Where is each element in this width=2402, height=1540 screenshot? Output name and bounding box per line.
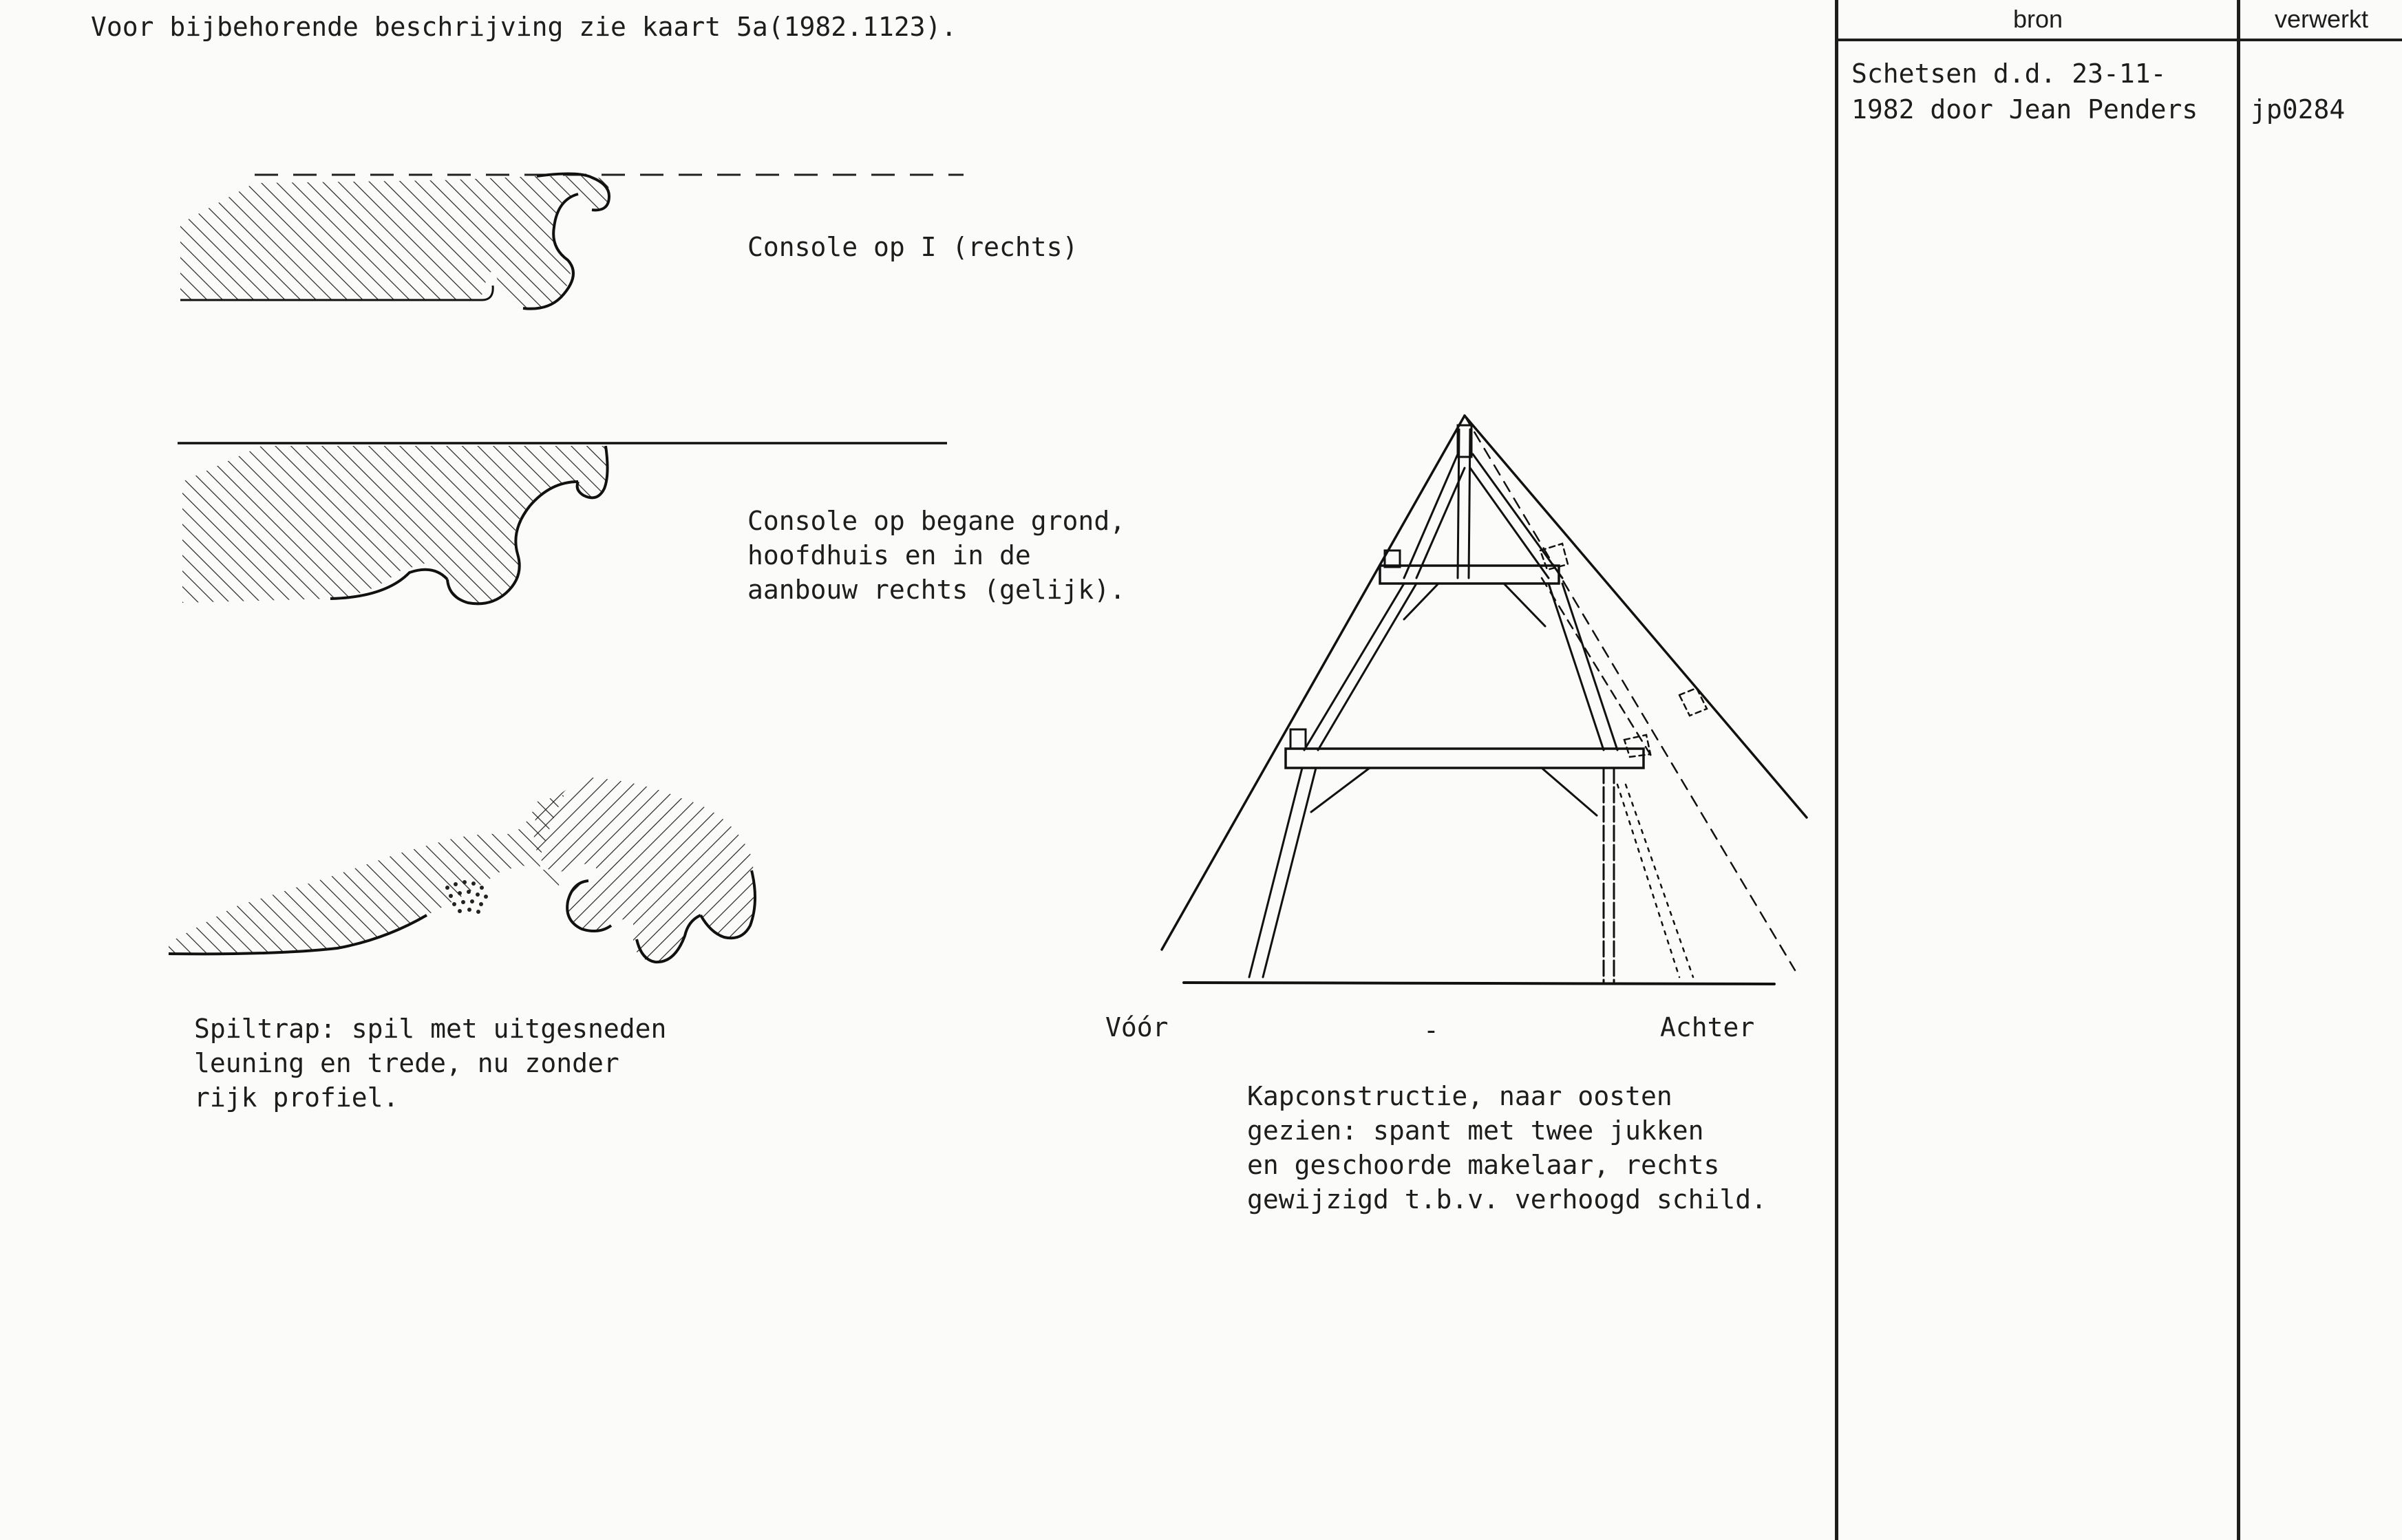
console-2-caption-line-2: hoofdhuis en in de [747, 540, 1031, 570]
column-header-verwerkt: verwerkt [2274, 5, 2369, 33]
console-2-caption-line-3: aanbouw rechts (gelijk). [747, 575, 1126, 605]
bron-line-1: Schetsen d.d. 23-11- [1851, 58, 2167, 89]
console-2-caption-line-1: Console op begane grond, [747, 506, 1126, 536]
roof-caption-line-1: Kapconstructie, naar oosten [1247, 1081, 1672, 1111]
spiltrap-caption-line-1: Spiltrap: spil met uitgesneden [194, 1014, 667, 1044]
roof-label-back: Achter [1660, 1012, 1755, 1042]
bron-line-2: 1982 door Jean Penders [1851, 94, 2198, 125]
spiltrap-caption-line-2: leuning en trede, nu zonder [194, 1048, 619, 1078]
spiltrap-caption-line-3: rijk profiel. [194, 1082, 399, 1113]
roof-label-front: Vóór [1105, 1012, 1169, 1042]
verwerkt-value: jp0284 [2251, 94, 2346, 125]
roof-caption-line-4: gewijzigd t.b.v. verhoogd schild. [1247, 1184, 1767, 1215]
roof-label-dash: - [1423, 1015, 1439, 1045]
console-1-caption: Console op I (rechts) [747, 232, 1078, 262]
spiltrap-drawing [169, 778, 756, 962]
roof-caption-line-3: en geschoorde makelaar, rechts [1247, 1150, 1720, 1180]
roof-caption-line-2: gezien: spant met twee jukken [1247, 1115, 1704, 1146]
column-header-bron: bron [2012, 5, 2063, 33]
header-note: Voor bijbehorende beschrijving zie kaart 5a(1982.1123). [91, 12, 957, 42]
roof-truss-drawing [1162, 416, 1807, 984]
